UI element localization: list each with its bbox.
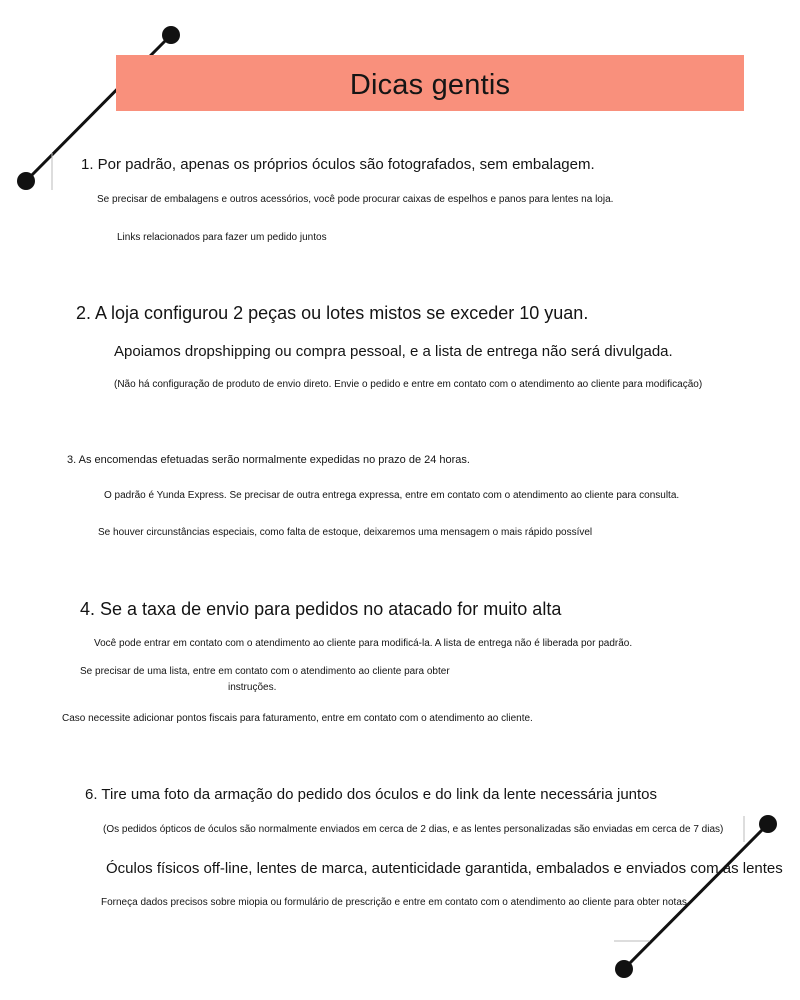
section-1-line-1: Se precisar de embalagens e outros acessórios, você pode procurar caixas de espelhos e panos para lentes na loja.: [97, 194, 614, 205]
section-4-line-4: Caso necessite adicionar pontos fiscais para faturamento, entre em contato com o atendimento ao cliente.: [62, 713, 533, 724]
section-6-line-1: (Os pedidos ópticos de óculos são normalmente enviados em cerca de 2 dias, e as lentes personalizadas são enviadas em cerca de 7 dias): [103, 824, 724, 835]
section-1-heading: 1. Por padrão, apenas os próprios óculos são fotografados, sem embalagem.: [81, 156, 595, 173]
section-4-line-1: Você pode entrar em contato com o atendimento ao cliente para modificá-la. A lista de entrega não é liberada por padrão.: [94, 638, 633, 649]
section-4-line-2: Se precisar de uma lista, entre em contato com o atendimento ao cliente para obter: [80, 666, 450, 677]
section-1-line-2: Links relacionados para fazer um pedido juntos: [117, 232, 327, 243]
section-6-line-3: Forneça dados precisos sobre miopia ou formulário de prescrição e entre em contato com o atendimento ao cliente para obter notas.: [101, 897, 690, 908]
section-3-heading: 3. As encomendas efetuadas serão normalmente expedidas no prazo de 24 horas.: [67, 454, 470, 466]
section-2-line-1: Apoiamos dropshipping ou compra pessoal, e a lista de entrega não será divulgada.: [114, 343, 673, 360]
page-title: Dicas gentis: [349, 69, 511, 101]
section-6-heading: 6. Tire uma foto da armação do pedido dos óculos e do link da lente necessária juntos: [85, 786, 658, 803]
section-3-line-1: O padrão é Yunda Express. Se precisar de outra entrega expressa, entre em contato com o atendimento ao cliente para consulta.: [104, 490, 680, 501]
title-banner: [116, 55, 744, 111]
section-3-line-2: Se houver circunstâncias especiais, como falta de estoque, deixaremos uma mensagem o mais rápido possível: [98, 527, 593, 538]
section-2-heading: 2. A loja configurou 2 peças ou lotes mistos se exceder 10 yuan.: [76, 303, 589, 323]
section-6-line-2: Óculos físicos off-line, lentes de marca, autenticidade garantida, embalados e enviados com as lentes: [106, 860, 783, 877]
section-4-heading: 4. Se a taxa de envio para pedidos no atacado for muito alta: [80, 599, 562, 619]
section-4-line-3: instruções.: [228, 682, 277, 693]
section-2-line-2: (Não há configuração de produto de envio direto. Envie o pedido e entre em contato com o atendimento ao cliente para modificação): [114, 379, 703, 390]
